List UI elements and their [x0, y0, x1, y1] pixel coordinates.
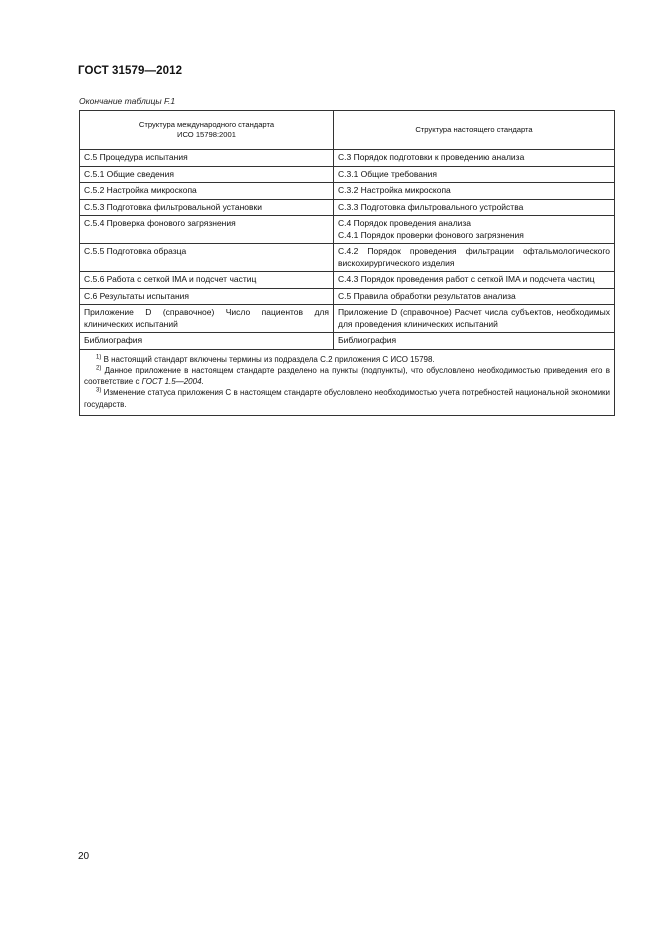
cell-international	[80, 183, 334, 200]
cell-international	[80, 199, 334, 216]
cell-line: Библиография	[84, 335, 143, 345]
cell-national	[334, 183, 615, 200]
cell-international	[80, 333, 334, 350]
column-header-line: ИСО 15798:2001	[177, 130, 236, 139]
table-row	[80, 199, 615, 216]
table-row	[80, 183, 615, 200]
cell-line: С.5.3 Подготовка фильтровальной установки	[84, 201, 262, 212]
cell-line: С.5 Правила обработки результатов анализа	[338, 290, 516, 301]
table-notes	[80, 349, 615, 415]
footnote-mark: 1)	[96, 353, 102, 360]
footnote-mark: 3)	[96, 387, 102, 394]
document-title: ГОСТ 31579—2012	[78, 65, 183, 77]
footnote-text: Изменение статуса приложения С в настоящем стандарте обусловлено необходимостью учета потребностей национальной экономики государств.	[84, 388, 610, 409]
cell-line: С.4 Порядок проведения анализа	[338, 218, 472, 228]
cell-line: С.3 Порядок подготовки к проведению анализа	[338, 152, 525, 162]
cell-national	[334, 166, 615, 183]
table-caption: Окончание таблицы F.1	[79, 96, 176, 106]
cell-line: С.5 Процедура испытания	[84, 152, 188, 162]
cell-international	[80, 244, 334, 272]
correspondence-table	[79, 110, 615, 416]
table-row	[80, 244, 615, 272]
cell-line: Приложение D (справочное) Число пациентов для клинических испытаний	[84, 307, 329, 329]
table-header-row	[80, 111, 615, 150]
cell-international	[80, 216, 334, 244]
table-row	[80, 216, 615, 244]
cell-national	[334, 216, 615, 244]
table-row	[80, 272, 615, 289]
cell-line: Библиография	[338, 335, 397, 345]
cell-line: С.5.2 Настройка микроскопа	[84, 185, 197, 195]
cell-national	[334, 244, 615, 272]
column-header-line: Структура настоящего стандарта	[415, 124, 533, 134]
footnote	[84, 387, 610, 410]
cell-international	[80, 288, 334, 305]
cell-line: Приложение D (справочное) Расчет числа субъектов, необходимых для проведения клинических испытаний	[338, 307, 610, 329]
cell-line: С.3.1 Общие требования	[338, 168, 438, 179]
footnote-text: Данное приложение в настоящем стандарте разделено на пункты (подпункты), что обусловлено необходимостью приведения его в соответствие с	[84, 365, 610, 387]
cell-national	[334, 288, 615, 305]
cell-international	[80, 305, 334, 333]
cell-international	[80, 272, 334, 289]
cell-line: С.6 Результаты испытания	[84, 290, 189, 301]
table-row	[80, 333, 615, 350]
column-header-international	[80, 111, 334, 150]
cell-line: С.3.2 Настройка микроскопа	[338, 185, 451, 195]
column-header-national	[334, 111, 615, 150]
cell-national	[334, 272, 615, 289]
table-row	[80, 305, 615, 333]
table-row	[80, 150, 615, 167]
footnote-mark: 2)	[96, 365, 102, 372]
cell-national	[334, 305, 615, 333]
notes-row	[80, 349, 615, 415]
cell-international	[80, 150, 334, 167]
footnote-standard-ref: ГОСТ 1.5—2004	[141, 377, 202, 387]
cell-national	[334, 199, 615, 216]
cell-line: С.5.4 Проверка фонового загрязнения	[84, 218, 236, 228]
cell-national	[334, 150, 615, 167]
cell-national	[334, 333, 615, 350]
cell-line: С.4.3 Порядок проведения работ с сеткой IMA и подсчета частиц	[338, 274, 595, 284]
table-row	[80, 166, 615, 183]
cell-international	[80, 166, 334, 183]
cell-line: С.5.5 Подготовка образца	[84, 246, 187, 256]
table-body	[80, 150, 615, 350]
footnote-text: В настоящий стандарт включены термины из подраздела С.2 приложения С ИСО 15798.	[101, 354, 435, 364]
footnote	[84, 354, 610, 365]
column-header-line: Структура международного стандарта	[138, 119, 275, 129]
cell-line: С.3.3 Подготовка фильтровального устройства	[338, 201, 524, 212]
table-row	[80, 288, 615, 305]
footnote-text-tail: .	[201, 377, 204, 387]
cell-line: С.4.2 Порядок проведения фильтрации офтальмологического вискохирургического изделия	[338, 246, 610, 268]
cell-line: С.4.1 Порядок проверки фонового загрязнения	[338, 229, 524, 240]
cell-line: С.5.6 Работа с сеткой IMA и подсчет частиц	[84, 274, 257, 284]
page-number: 20	[78, 851, 90, 862]
cell-line: С.5.1 Общие сведения	[84, 168, 174, 179]
footnote	[84, 365, 610, 388]
